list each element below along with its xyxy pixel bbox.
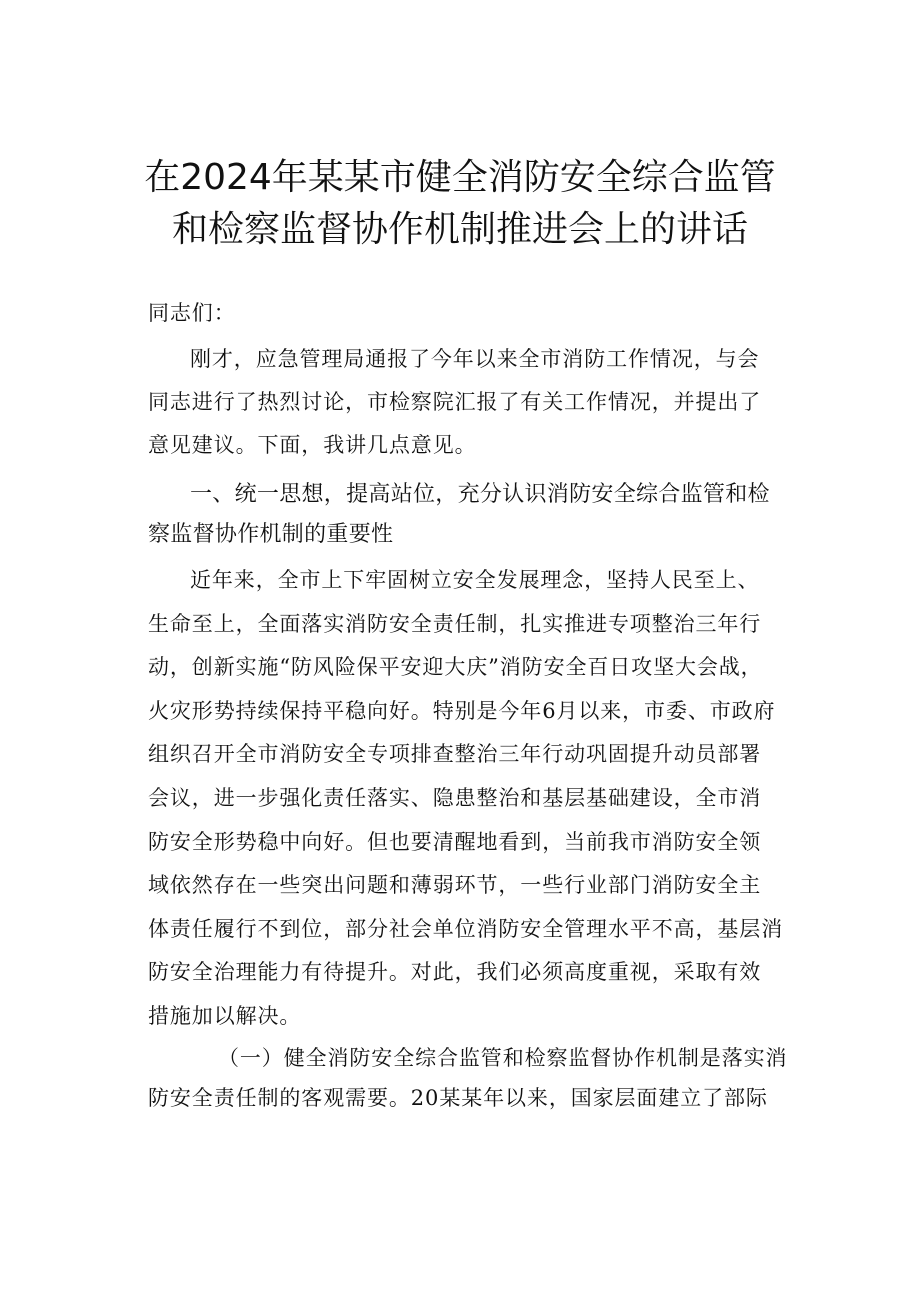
document-title (100, 152, 820, 256)
salutation (148, 293, 798, 333)
title-line: 和检察监督协作机制推进会上的讲话 (171, 209, 748, 250)
paragraph-line: 意见建议。下面，我讲几点意见。 (148, 433, 477, 457)
body-paragraph-3 (148, 1038, 798, 1118)
paragraph-line: 防安全形势稳中向好。但也要清醒地看到，当前我市消防安全领 (148, 829, 762, 854)
paragraph-line: 生命至上，全面落实消防安全责任制，扎实推进专项整治三年行 (148, 611, 762, 636)
paragraph-line: 同志进行了热烈讨论，市检察院汇报了有关工作情况，并提出了 (148, 390, 762, 414)
paragraph-line: 措施加以解决。 (148, 1003, 302, 1028)
heading-line: 一、统一思想，提高站位，充分认识消防安全综合监管和检 (190, 482, 770, 507)
salutation-text: 同志们： (148, 301, 236, 325)
heading-line: 察监督协作机制的重要性 (148, 522, 394, 547)
paragraph-line: 防安全治理能力有待提升。对此，我们必须高度重视，采取有效 (148, 960, 762, 985)
opening-paragraph (148, 338, 798, 467)
paragraph-line: 会议，进一步强化责任落实、隐患整治和基层基础建设，全市消 (148, 785, 762, 810)
paragraph-line: 动，创新实施“防风险保平安迎大庆”消防安全百日攻坚大会战， (148, 655, 763, 680)
body-paragraph-2 (148, 559, 798, 1039)
paragraph-line: （一）健全消防安全综合监管和检察监督协作机制是落实消 (218, 1046, 788, 1070)
paragraph-line: 防安全责任制的客观需要。20某某年以来，国家层面建立了部际 (148, 1086, 768, 1110)
paragraph-line: 组织召开全市消防安全专项排查整治三年行动巩固提升动员部署 (148, 742, 762, 767)
paragraph-line: 体责任履行不到位，部分社会单位消防安全管理水平不高，基层消 (148, 916, 784, 941)
paragraph-line: 近年来，全市上下牢固树立安全发展理念，坚持人民至上、 (190, 568, 760, 592)
paragraph-line: 火灾形势持续保持平稳向好。特别是今年6月以来，市委、市政府 (148, 698, 776, 723)
section-heading-1 (148, 475, 798, 555)
paragraph-line: 刚才，应急管理局通报了今年以来全市消防工作情况，与会 (190, 347, 760, 371)
title-line: 在2024年某某市健全消防安全综合监管 (144, 157, 776, 198)
paragraph-line: 域依然存在一些突出问题和薄弱环节，一些行业部门消防安全主 (148, 873, 762, 898)
